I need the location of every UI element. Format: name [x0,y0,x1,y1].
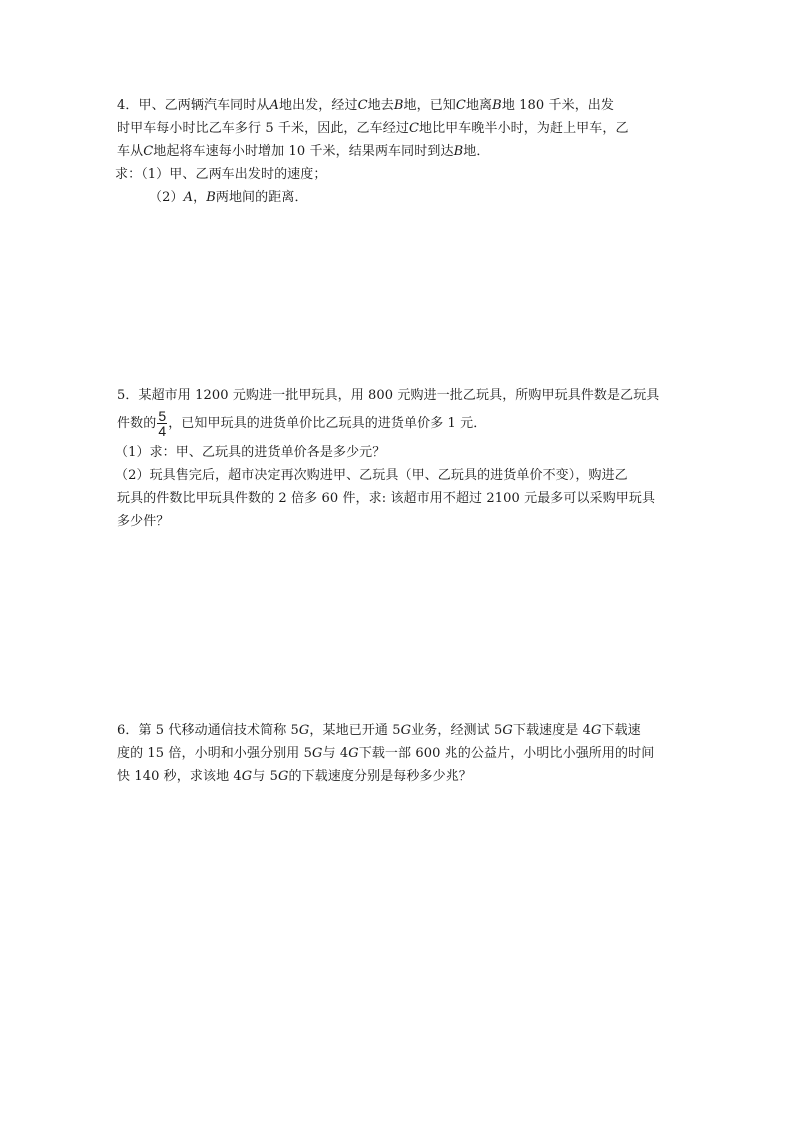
problem-6-line-3 [117,765,682,788]
var-g: G [312,746,323,761]
var-c: C [143,144,154,159]
text: 地 180 千米，出发 [501,98,614,113]
var-g: G [278,769,289,784]
var-b: B [206,190,216,205]
problem-5-question-2-line-3: 多少件？ [117,514,170,529]
var-g: G [298,723,310,738]
problem-5 [117,384,682,533]
problem-4-ask-2 [117,186,682,209]
text: ， [193,190,207,205]
problem-6-line-1 [117,719,682,742]
var-a: A [269,98,279,113]
var-b: B [453,144,464,159]
text: 度的 15 倍，小明和小强分别用 5 [117,746,313,761]
text: ，某地已开通 5 [309,723,401,738]
problem-5-question-2-line-2: 玩具的件数比甲玩具件数的 2 倍多 60 件，求: 该超市用不超过 2100 元最多可以采购甲玩具 [117,491,656,506]
text: 6．第 5 代移动通信技术简称 5 [117,723,299,738]
text: 两地间的距离． [215,190,308,205]
text: 与 5 [252,769,278,784]
text: 下载速度是 4 [512,723,591,738]
var-g: G [502,723,513,738]
var-c: C [408,121,419,136]
text: 快 140 秒，求该地 4 [117,769,242,784]
text: 地比甲车晚半小时，为赶上甲车，乙 [418,121,629,136]
var-g: G [348,746,359,761]
problem-5-line-2 [117,407,682,441]
var-a: A [183,190,194,205]
problem-6-line-2 [117,742,682,765]
text: 地． [463,144,490,159]
text: 下载速 [601,723,641,738]
var-c: C [455,98,466,113]
var-b: B [393,98,404,113]
text: 下载一部 600 兆的公益片，小明比小强所用的时间 [358,746,655,761]
text: 的下载速度分别是每秒多少兆？ [288,769,472,784]
text: 地出发，经过 [278,98,358,113]
problem-4-line-3 [117,140,682,163]
fraction-numerator: 5 [158,408,167,424]
problem-5-question-1: （1）求：甲、乙玩具的进货单价各是多少元？ [115,445,386,460]
text: 与 4 [322,746,349,761]
var-g: G [590,723,602,738]
text: 时甲车每小时比乙车多行 5 千米，因此，乙车经过 [117,121,409,136]
var-g: G [400,723,412,738]
text: 地离 [465,98,493,113]
problem-5-line-1: 5．某超市用 1200 元购进一批甲玩具，用 800 元购进一批乙玩具，所购甲玩具件数是乙玩具 [117,388,660,403]
problem-4-ask-1: 求：（1）甲、乙两车出发时的速度； [115,167,327,182]
text: ，已知甲玩具的进货单价比乙玩具的进货单价多 1 元． [168,416,487,431]
problem-6 [117,719,682,788]
text: 业务，经测试 5 [411,723,503,738]
problem-5-question-2-line-1: （2）玩具售完后，超市决定再次购进甲、乙玩具（甲、乙玩具的进货单价不变），购进乙 [115,468,628,483]
fraction-five-fourths [157,409,167,438]
var-c: C [357,98,368,113]
text: （2） [149,190,184,205]
text: 车从 [117,144,144,159]
text: 地起将车速每小时增加 10 千米，结果两车同时到达 [153,144,454,159]
text: 件数的 [117,416,157,431]
problem-4-line-1 [117,94,682,117]
fraction-denominator: 4 [158,423,167,439]
problem-4-line-2 [117,117,682,140]
problem-4 [117,94,682,209]
text: 地去 [367,98,394,113]
text: 4．甲、乙两辆汽车同时从 [117,98,270,113]
var-g: G [241,769,253,784]
var-b: B [492,98,502,113]
text: 地，已知 [403,98,456,113]
